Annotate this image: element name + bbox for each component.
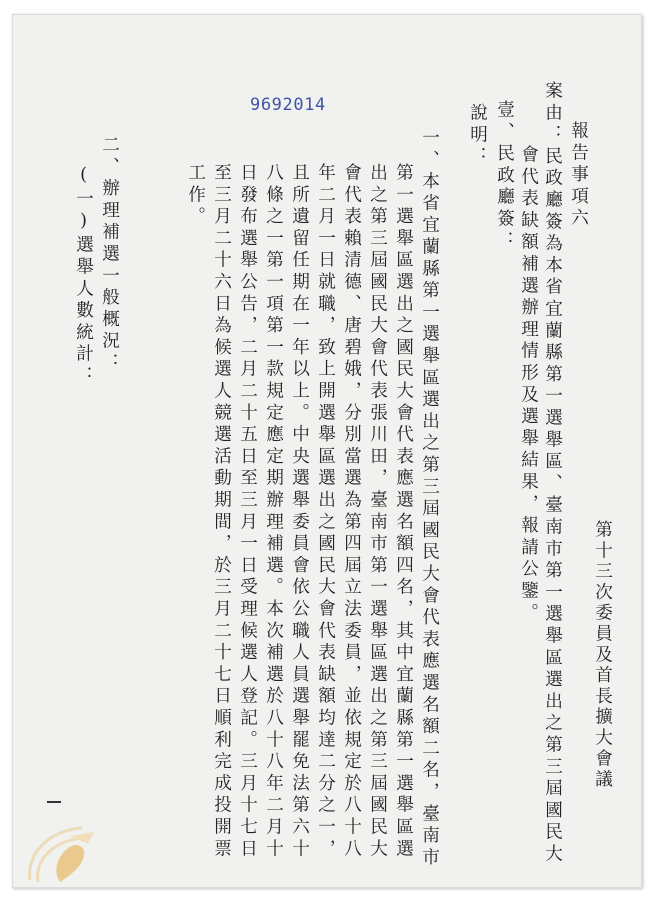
- meeting-title: 第十三次委員及首長擴大會議: [592, 520, 613, 791]
- archive-logo-icon: [20, 818, 110, 888]
- body-line-6: 且所遺留任期在一年以上。中央選舉委員會依公職人員選舉罷免法第六十: [289, 163, 310, 861]
- case-subject-line-1: 案由：民政廳簽為本省宜蘭縣第一選舉區、臺南市第一選舉區選出之第三屆國民大: [542, 81, 563, 866]
- explanation-heading: 說明：: [467, 103, 488, 169]
- body-line-3: 出之第三屆國民大會代表張川田，臺南市第一選舉區選出之第三屆國民大: [367, 163, 388, 861]
- body-line-10: 工作。: [185, 163, 206, 229]
- report-item-heading: 報告事項六: [568, 121, 589, 230]
- body-line-4: 會代表賴清德、唐碧娥，分別當選為第四屆立法委員，並依規定於八十八: [341, 163, 362, 861]
- document-page: [12, 14, 642, 888]
- subsection-heading-2: 二、辦理補選一般概況：: [99, 135, 120, 375]
- body-line-5: 年二月一日就職，致上開選舉區選出之國民大會代表缺額均達二分之一，: [315, 163, 336, 861]
- logo-island-shape: [56, 845, 84, 882]
- document-number-stamp: 9692014: [250, 95, 326, 115]
- body-line-7: 八條之一第一項第一款規定應定期辦理補選。本次補選於八十八年二月十: [263, 163, 284, 861]
- body-line-8: 日發布選舉公告，二月二十五日至三月一日受理候選人登記。三月十七日: [237, 163, 258, 861]
- body-line-2: 第一選舉區選出之國民大會代表應選名額四名，其中宜蘭縣第一選舉區選: [393, 163, 414, 861]
- section-heading-civil-affairs: 壹、民政廳簽：: [494, 100, 515, 253]
- case-subject-line-2: 會代表缺額補選辦理情形及選舉結果，報請公鑒。: [518, 145, 539, 625]
- body-line-1: 一、本省宜蘭縣第一選舉區選出之第三屆國民大會代表應選名額二名，臺南市: [419, 128, 440, 870]
- page-number-dash: [47, 801, 61, 803]
- subsection-item-1: (一)選舉人數統計：: [73, 165, 94, 388]
- body-line-9: 至三月二十六日為候選人競選活動期間，於三月二十七日順利完成投開票: [211, 163, 232, 861]
